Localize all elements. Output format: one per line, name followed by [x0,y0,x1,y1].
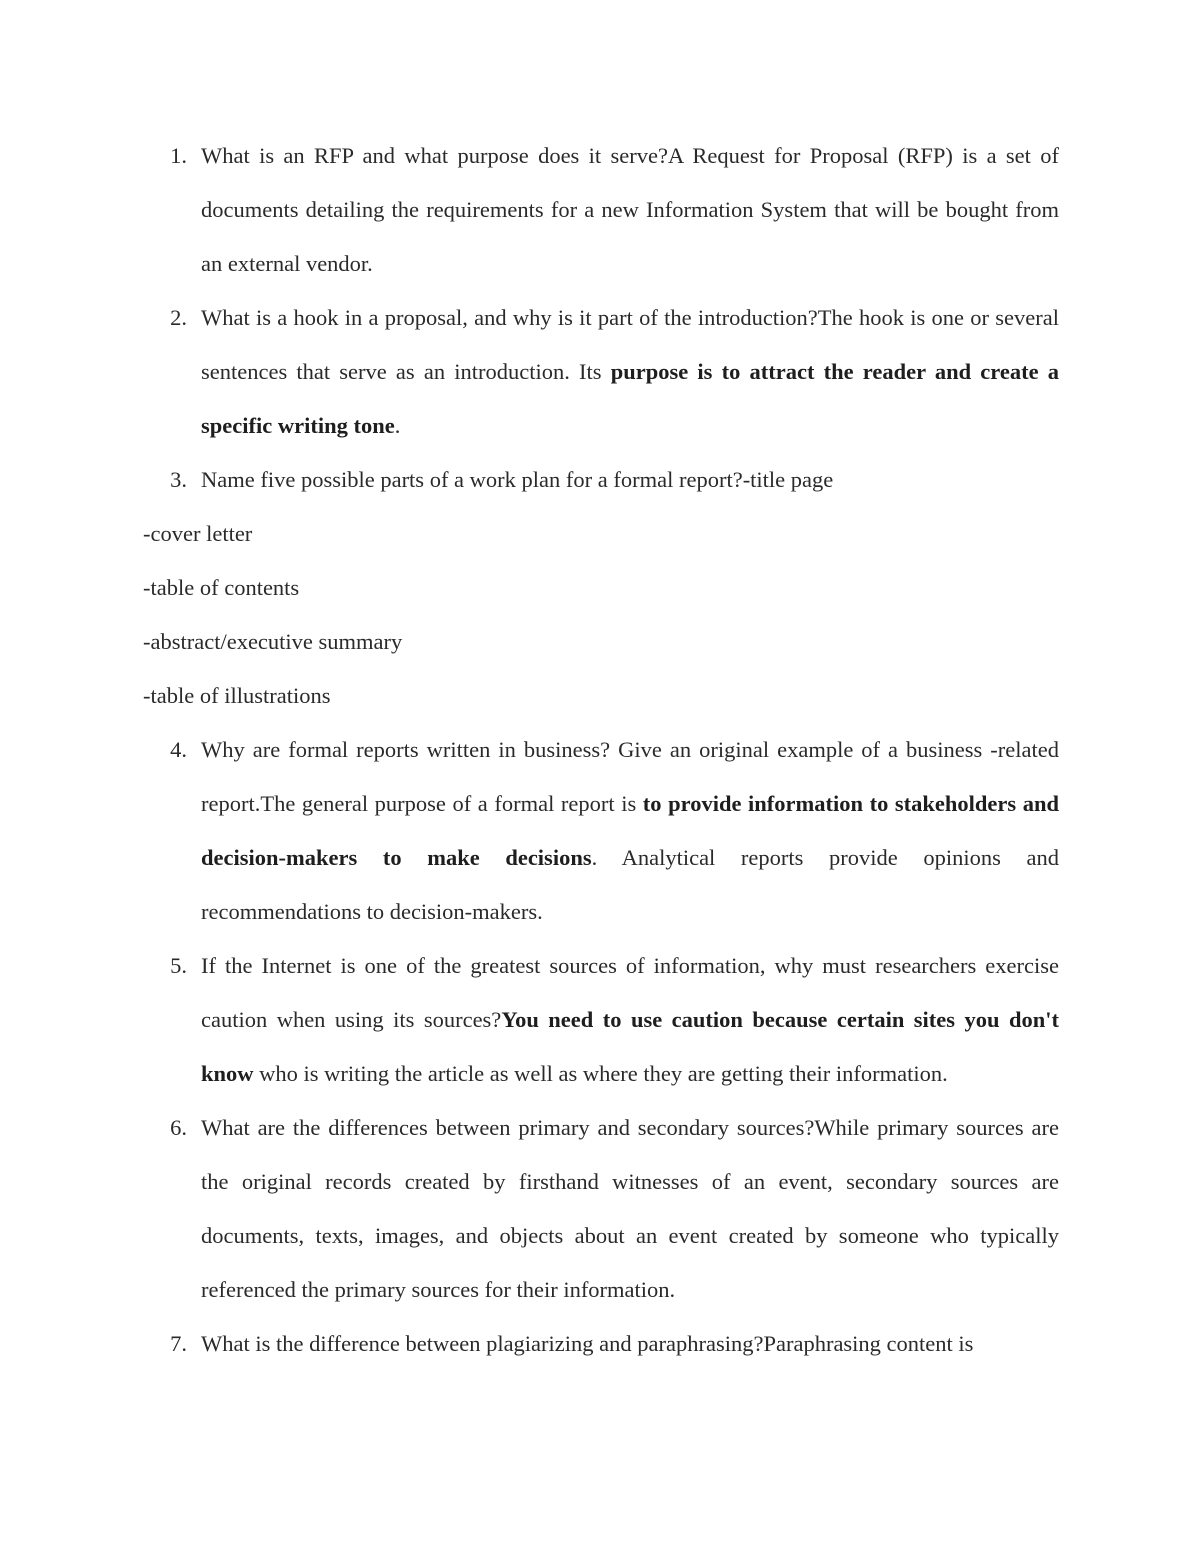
question-text: What are the differences between primary and secondary sources? [201,1115,815,1140]
answer-bold-text: You need to use caution because certain sites you don't know [201,1007,1059,1086]
answer-text-end: . Analytical reports provide opinions and recommendations to decision-makers. [201,845,1059,924]
answer-text-end: . [394,413,401,438]
item-number: 6. [170,1115,187,1140]
answer-text: While primary sources are the original records created by firsthand witnesses of an event, secondary sources are documents, texts, images, and objects about an event created by someone who typically referenced the primary sources for their information. [201,1115,1059,1302]
list-item-6 [143,1101,1059,1317]
item-number: 4. [170,737,187,762]
list-item-5 [143,939,1059,1101]
document-body [143,129,1059,1371]
question-text: If the Internet is one of the greatest sources of information, why must researchers exercise caution when using its sources? [201,953,1059,1032]
answer-bold-text: purpose is to attract the reader and create a specific writing tone [201,359,1060,438]
plain-line-cover-letter: -cover letter [143,521,253,546]
question-text: Why are formal reports written in business? Give an original example of a business -related report. [201,737,1059,816]
plain-line-abstract: -abstract/executive summary [143,629,403,654]
list-item-4 [143,723,1059,939]
item-number: 7. [170,1331,187,1356]
answer-text: -title page [742,467,834,492]
plain-line-table-of-illustrations: -table of illustrations [143,683,331,708]
answer-text: Paraphrasing content is [763,1331,974,1356]
list-item-3 [143,453,1059,507]
answer-text: A Request for Proposal (RFP) is a set of documents detailing the requirements for a new Information System that will be bought from an external vendor. [201,143,1059,276]
answer-text: The general purpose of a formal report is [260,791,643,816]
answer-bold-text: to provide information to stakeholders and decision-makers to make decisions [201,791,1059,870]
item-number: 5. [170,953,187,978]
item-number: 1. [170,143,187,168]
list-item-1 [143,129,1059,291]
item-number: 3. [170,467,187,492]
item-number: 2. [170,305,187,330]
list-item-2 [143,291,1059,453]
plain-line-table-of-contents: -table of contents [143,575,300,600]
question-text: What is an RFP and what purpose does it serve? [201,143,668,168]
question-text: What is a hook in a proposal, and why is it part of the introduction? [201,305,818,330]
answer-text-end: who is writing the article as well as where they are getting their information. [253,1061,948,1086]
question-text: What is the difference between plagiarizing and paraphrasing? [201,1331,764,1356]
answer-text: The hook is one or several sentences that serve as an introduction. Its [201,305,1059,384]
list-item-7 [143,1317,1059,1371]
question-text: Name five possible parts of a work plan for a formal report? [201,467,743,492]
